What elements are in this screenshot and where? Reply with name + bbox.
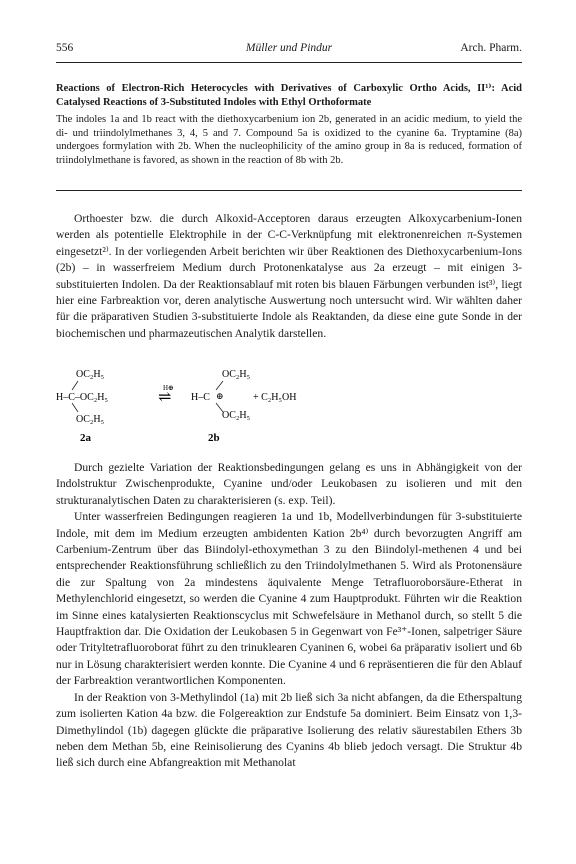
running-authors: Müller und Pindur [245,42,333,54]
abstract-title: Reactions of Electron-Rich Heterocycles with Derivatives of Carboxylic Ortho Acids, II¹⁾: Acid Catalysed Reactions of 3-Substituted Indoles with Ethyl Orthoformate [56,83,522,108]
page-number: 556 [56,42,74,54]
label-2a: 2a [80,432,91,444]
central-carbon-2a: H–C–OC₂H₅ [56,392,108,403]
bond-bottom-2a [72,403,78,412]
ethanol-product: + C₂H₅OH [253,392,297,403]
body-text-bottom [56,460,522,772]
paragraph-1: Orthoester bzw. die durch Alkoxid-Acceptoren daraus erzeugten Alkoxycarbenium-Ionen werden als potentielle Elektrophile in der C-C-Verknüpfung mit elektronenreichen π-Systemen eingesetzt²⁾. In der vorliegenden Arbeit berichten wir über Reaktionen des Diethoxycarbenium-Ions (2b) – in wasserfreiem Medium durch Protonenkatalyse aus 2a erzeugt – mit einigen 3-substituierten Indolen. Da der Reaktionsablauf mit roten bis blauen Färbungen verbunden ist³⁾, liegt hier eine Farbreaktion vor, deren analytische Auswertung noch untersucht wird. Wir wählten daher für die präparativen Studien 3-substituierte Indole als Reaktanden, da diese eine gute Sonde in der biochemischen und pharmazeutischen Analytik darstellen. [56,212,522,340]
ethoxy-top-2b: OC₂H₅ [222,369,251,380]
reaction-scheme [56,365,356,450]
abstract-text: The indoles 1a and 1b react with the diethoxycarbenium ion 2b, generated in an acidic medium, to yield the di- und triindolylmethanes 3, 4, 5 and 7. Compound 5a is oxidized to the cyanine 6a. Tryptamine (8a) undergoes formylation with 2b. When the nucleophilicity of the amino group in 8a is reduced, formation of triindolylmethane is favored, as shown in the reaction of 8b with 2b. [56,114,522,166]
paragraph-4: In der Reaktion von 3-Methylindol (1a) mit 2b ließ sich 3a nicht abfangen, da die Etherspaltung zum isolierten Kation 4a bzw. die Folgereaktion zur Endstufe 5a dominiert. Beim Einsatz von 1,3-Dimethylindol (1b) dagegen glückte die präparative Isolierung des relativ säurestabilen Ethers 3b neben dem Methan 5b, eine Reinisolierung des Cyanins 4b blieb jedoch versagt. Die Struktur 4b ließ sich durch eine Abfangreaktion mit Methanolat [56,690,522,770]
running-header [56,42,522,58]
proton-catalyst: H⊕ [163,384,174,392]
journal-name: Arch. Pharm. [460,42,522,54]
bond-top-2a [72,381,78,390]
ethoxy-top-2a: OC₂H₅ [76,369,105,380]
central-carbon-2b: H–C [191,392,210,403]
paragraph-3: Unter wasserfreien Bedingungen reagieren 1a und 1b, Modellverbindungen für 3-substituierte Indole, mit dem im Medium erzeugten ambidenten Kation 2b⁴⁾ durch bevorzugten Angriff am Carbenium-Zentrum über das Biindolyl-ethoxymethan 3 zu den Biindolyl-methenen 4 und bei entsprechender Reaktionsführung schließlich zu den Triindolylmethanen 5. Wird als Protonensäure die zur Spaltung von 2a mindestens äquivalente Menge Tetrafluoroborsäure-Etherat in Methylenchlorid eingesetzt, so werden die Cyanine 4 zum Hauptprodukt. Führten wir die Reaktion im Sinne eines katalysierten Reaktionscyclus mit Schwefelsäure in Methanol durch, so stellt 5 die Hauptfraktion dar. Die Oxidation der Leukobasen 5 in Gegenwart von Fe³⁺-Ionen, salpetriger Säure oder Trityltetrafluoroborat führt zu den trinuklearen Cyaninen 6, wobei 6a präparativ isoliert und 6b nur in Lösung charakterisiert werden konnte. Die Cyanine 4 und 6 repräsentieren die für den Ablauf der Farbreaktion verantwortlichen Komponenten. [56,510,522,688]
equilibrium-arrow: ⇌ [158,389,172,406]
ethoxy-bottom-2b: OC₂H₅ [222,410,251,421]
reaction-scheme-svg [56,365,356,450]
bond-top-2b [216,381,223,390]
body-text-top [56,211,522,342]
english-abstract [56,82,522,168]
paragraph-2: Durch gezielte Variation der Reaktionsbedingungen gelang es uns in Abhängigkeit von der Indolstruktur Zwischenprodukte, Cyanine und/oder Leukobasen zu isolieren und mit den strukturanalytischen Daten zu charakterisieren (s. exp. Teil). [56,461,522,507]
label-2b: 2b [208,432,220,444]
header-rule [56,62,522,63]
carbenium-charge: ⊕ [216,391,224,401]
abstract-rule [56,190,522,191]
ethoxy-bottom-2a: OC₂H₅ [76,414,105,425]
